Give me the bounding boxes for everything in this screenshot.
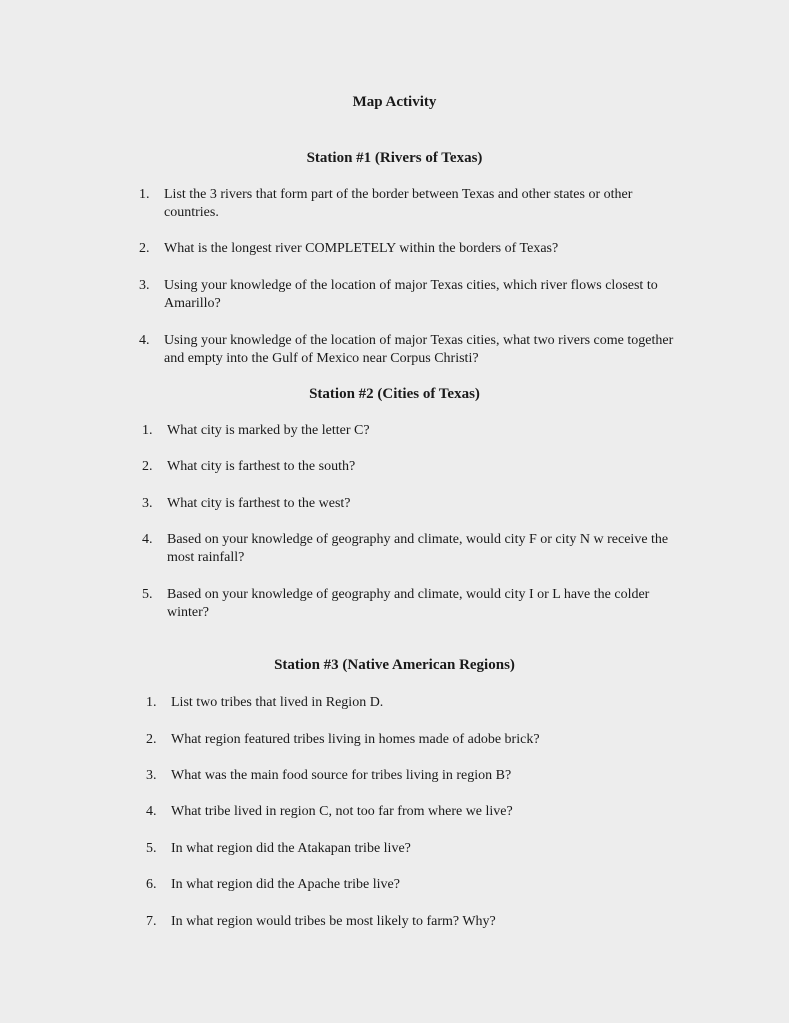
question-number: 1.	[139, 187, 150, 202]
question-number: 2.	[142, 459, 153, 474]
question-text: Based on your knowledge of geography and climate, would city F or city N w receive the most rainfall?	[167, 532, 669, 565]
question-text: What city is marked by the letter C?	[167, 423, 370, 438]
question-item	[146, 731, 686, 749]
question-text: What tribe lived in region C, not too far from where we live?	[171, 804, 513, 819]
question-item	[146, 876, 686, 894]
question-number: 3.	[139, 278, 150, 293]
question-item	[139, 277, 679, 313]
question-text: What city is farthest to the south?	[167, 459, 356, 474]
question-number: 4.	[139, 333, 150, 348]
question-number: 6.	[146, 877, 157, 892]
question-item	[139, 240, 679, 258]
question-item	[142, 495, 682, 513]
question-text: In what region would tribes be most likely to farm? Why?	[171, 914, 496, 929]
question-number: 1.	[146, 695, 157, 710]
question-number: 2.	[139, 241, 150, 256]
question-text: What is the longest river COMPLETELY within the borders of Texas?	[164, 241, 559, 256]
station-3-heading: Station #3 (Native American Regions)	[274, 657, 515, 673]
question-number: 2.	[146, 732, 157, 747]
question-text: Based on your knowledge of geography and climate, would city I or L have the colder winter?	[167, 587, 650, 620]
question-text: What city is farthest to the west?	[167, 496, 351, 511]
question-item	[142, 458, 682, 476]
question-item	[142, 531, 682, 567]
question-item	[146, 803, 686, 821]
question-text: What region featured tribes living in homes made of adobe brick?	[171, 732, 540, 747]
station-2-heading: Station #2 (Cities of Texas)	[309, 386, 480, 402]
station-1-heading: Station #1 (Rivers of Texas)	[306, 150, 483, 166]
question-item	[146, 840, 686, 858]
question-text: List two tribes that lived in Region D.	[171, 695, 384, 710]
question-item	[146, 694, 686, 712]
question-item	[142, 586, 682, 622]
page-title: Map Activity	[352, 94, 437, 110]
question-number: 7.	[146, 914, 157, 929]
question-text: Using your knowledge of the location of major Texas cities, what two rivers come together and empty into the Gulf of Mexico near Corpus Christi?	[164, 333, 674, 366]
question-text: In what region did the Apache tribe live?	[171, 877, 400, 892]
question-text: Using your knowledge of the location of major Texas cities, which river flows closest to Amarillo?	[164, 278, 658, 311]
question-item	[146, 913, 686, 931]
question-number: 4.	[146, 804, 157, 819]
question-item	[146, 767, 686, 785]
question-text: List the 3 rivers that form part of the border between Texas and other states or other countries.	[164, 187, 633, 220]
question-number: 5.	[142, 587, 153, 602]
question-item	[139, 186, 679, 222]
question-text: What was the main food source for tribes living in region B?	[171, 768, 512, 783]
question-number: 4.	[142, 532, 153, 547]
question-number: 5.	[146, 841, 157, 856]
question-text: In what region did the Atakapan tribe live?	[171, 841, 411, 856]
question-number: 3.	[142, 496, 153, 511]
question-item	[139, 332, 679, 368]
question-item	[142, 422, 682, 440]
question-number: 1.	[142, 423, 153, 438]
question-number: 3.	[146, 768, 157, 783]
